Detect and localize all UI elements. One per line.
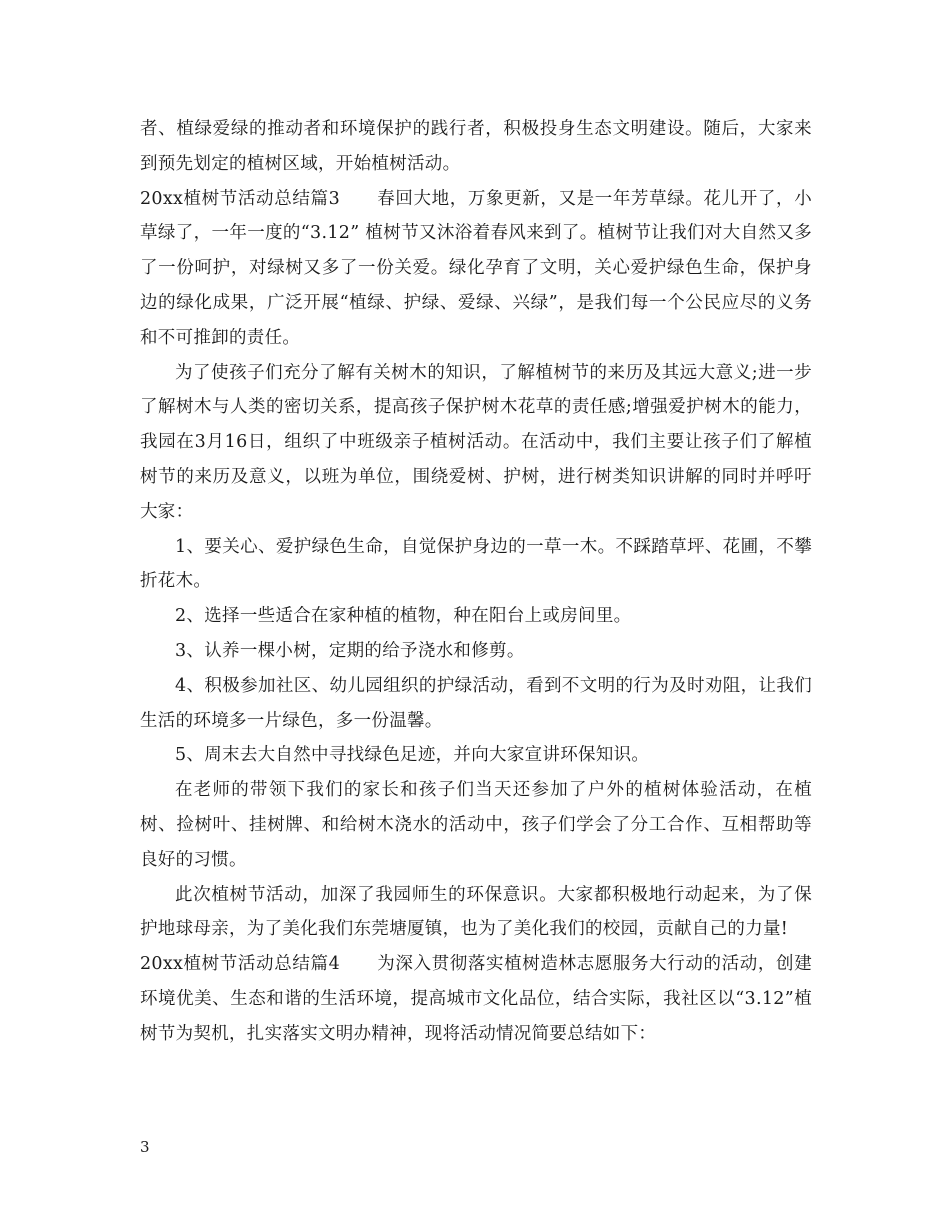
heading-spacer bbox=[340, 189, 377, 209]
list-item bbox=[140, 669, 812, 739]
paragraph-continuation bbox=[140, 112, 812, 182]
section-heading-paragraph bbox=[140, 182, 812, 356]
section-heading: 20xx植树节活动总结篇3 bbox=[140, 188, 341, 209]
list-item bbox=[140, 738, 812, 773]
list-item-text: 3、认养一棵小树，定期的给予浇水和修剪。 bbox=[175, 640, 525, 661]
list-item bbox=[140, 634, 812, 669]
list-item bbox=[140, 530, 812, 600]
list-item-text: 5、周末去大自然中寻找绿色足迹，并向大家宣讲环保知识。 bbox=[175, 745, 650, 766]
paragraph-indented bbox=[140, 773, 812, 877]
heading-spacer bbox=[340, 954, 377, 974]
paragraph-text: 此次植树节活动，加深了我园师生的环保意识。大家都积极地行动起来，为了保护地球母亲，为了美化我们东莞塘厦镇，也为了美化我们的校园，贡献自己的力量! bbox=[140, 884, 812, 940]
list-item-text: 4、积极参加社区、幼儿园组织的护绿活动，看到不文明的行为及时劝阻，让我们生活的环境多一片绿色，多一份温馨。 bbox=[140, 675, 812, 731]
paragraph-text: 为深入贯彻落实植树造林志愿服务大行动的活动，创建环境优美、生态和谐的生活环境，提高城市文化品位，结合实际，我社区以“3.12”植树节为契机，扎实落实文明办精神，现将活动情况简要总结如下： bbox=[140, 954, 812, 1044]
list-item-text: 2、选择一些适合在家种植的植物，种在阳台上或房间里。 bbox=[175, 606, 632, 627]
paragraph-indented bbox=[140, 356, 812, 530]
paragraph-text: 者、植绿爱绿的推动者和环境保护的践行者，积极投身生态文明建设。随后，大家来到预先划定的植树区域，开始植树活动。 bbox=[140, 119, 812, 174]
document-body bbox=[140, 112, 812, 1052]
list-item bbox=[140, 599, 812, 634]
page-number: 3 bbox=[140, 1138, 150, 1156]
list-item-text: 1、要关心、爱护绿色生命，自觉保护身边的一草一木。不踩踏草坪、花圃，不攀折花木。 bbox=[140, 536, 812, 592]
paragraph-indented bbox=[140, 878, 812, 948]
paragraph-text: 在老师的带领下我们的家长和孩子们当天还参加了户外的植树体验活动，在植树、捡树叶、挂树牌、和给树木浇水的活动中，孩子们学会了分工合作、互相帮助等良好的习惯。 bbox=[140, 780, 812, 870]
section-heading: 20xx植树节活动总结篇4 bbox=[140, 954, 341, 975]
section-heading-paragraph bbox=[140, 947, 812, 1051]
paragraph-text: 为了使孩子们充分了解有关树木的知识，了解植树节的来历及其远大意义;进一步了解树木与人类的密切关系，提高孩子保护树木花草的责任感;增强爱护树木的能力，我园在3月16日，组织了中班级亲子植树活动。在活动中，我们主要让孩子们了解植树节的来历及意义，以班为单位，围绕爱树、护树，进行树类知识讲解的同时并呼吁大家： bbox=[140, 362, 812, 522]
paragraph-text: 春回大地，万象更新，又是一年芳草绿。花儿开了，小草绿了，一年一度的“3.12” 植树节又沐浴着春风来到了。植树节让我们对大自然又多了一份呵护，对绿树又多了一份关爱。绿化孕育了文明，关心爱护绿色生命，保护身边的绿化成果，广泛开展“植绿、护绿、爱绿、兴绿”，是我们每一个公民应尽的义务和不可推卸的责任。 bbox=[140, 188, 812, 348]
